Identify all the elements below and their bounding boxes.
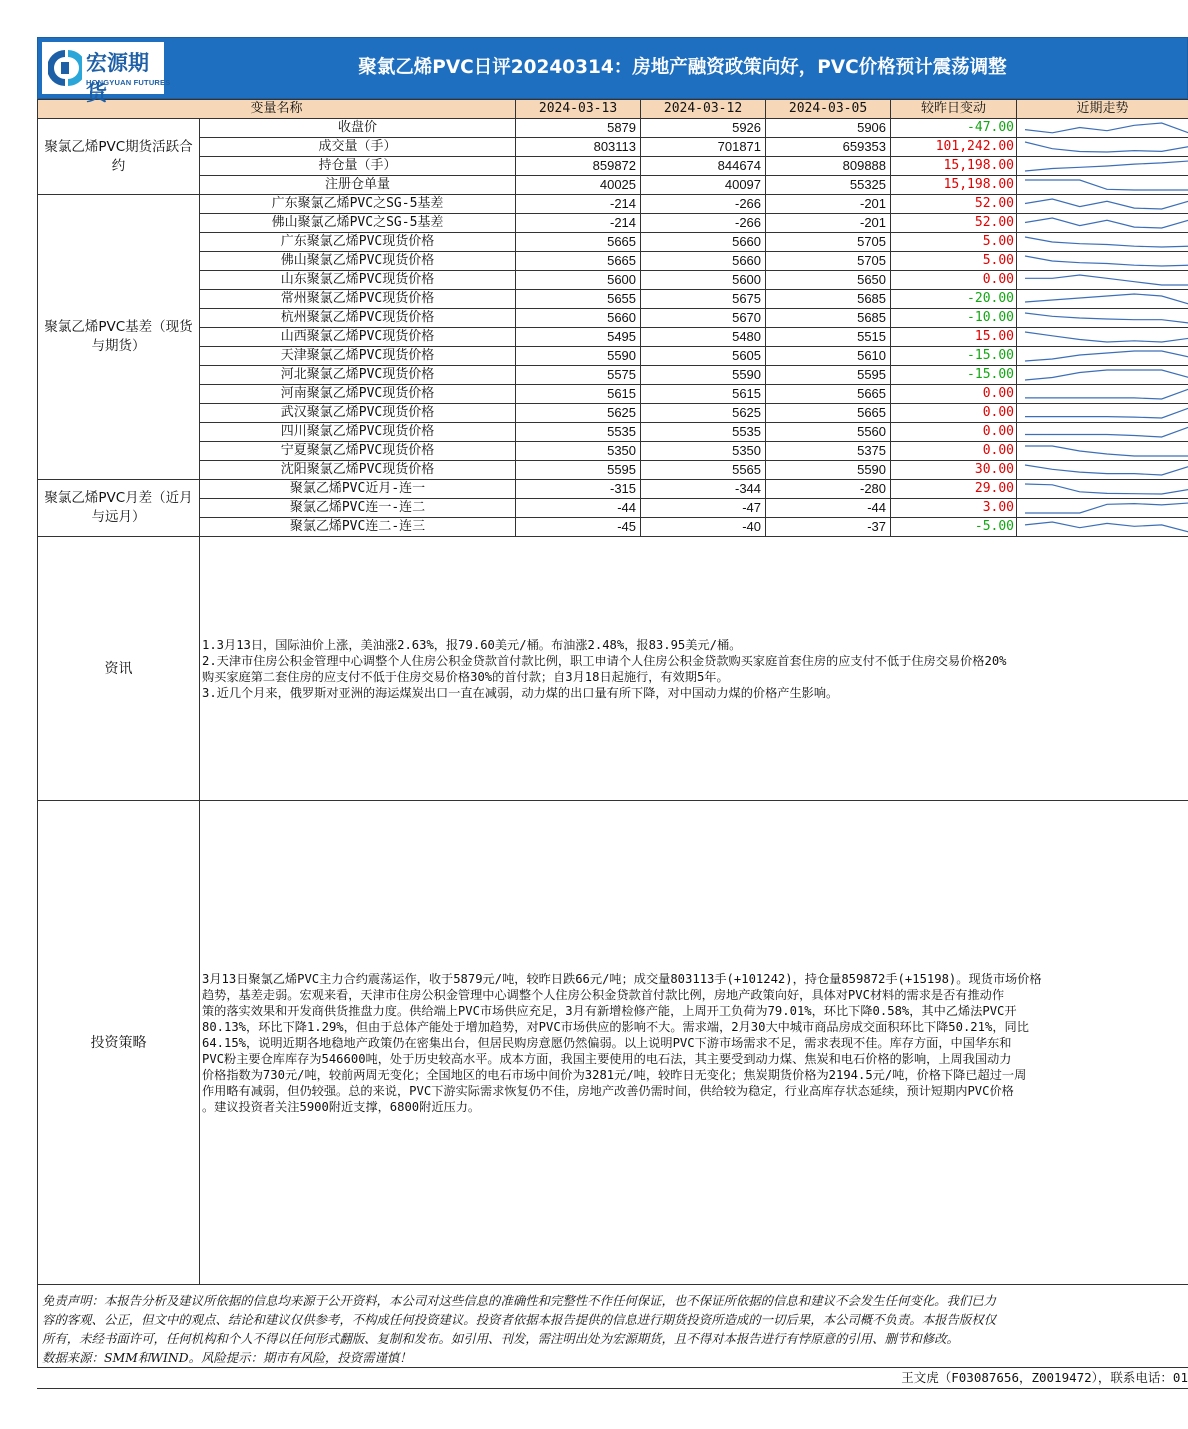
value-date-3: 5685	[766, 309, 891, 328]
trend-sparkline	[1017, 404, 1188, 422]
trend-sparkline	[1017, 518, 1188, 536]
trend-sparkline-cell	[1017, 252, 1188, 271]
variable-name: 聚氯乙烯PVC连二-连三	[200, 518, 516, 537]
strategy-content	[200, 801, 1188, 1285]
value-date-1: -315	[516, 480, 641, 499]
company-logo	[42, 42, 171, 105]
daily-change: 101,242.00	[891, 138, 1017, 157]
trend-line	[1025, 351, 1188, 361]
value-date-1: 5879	[516, 119, 641, 138]
value-date-1: -214	[516, 195, 641, 214]
daily-change: 0.00	[891, 385, 1017, 404]
trend-line	[1025, 218, 1188, 228]
variable-name: 聚氯乙烯PVC连一-连二	[200, 499, 516, 518]
value-date-2: 5660	[641, 252, 766, 271]
strategy-line: 价格指数为730元/吨，较前两周无变化；全国地区的电石市场中间价为3281元/吨，较昨日无变化；焦炭期货价格为2194.5元/吨，价格下降已超过一周	[202, 1067, 1027, 1082]
variable-name: 收盘价	[200, 119, 516, 138]
strategy-label: 投资策略	[38, 801, 200, 1285]
strategy-line: 。建议投资者关注5900附近支撑，6800附近压力。	[202, 1099, 481, 1114]
daily-change: 0.00	[891, 442, 1017, 461]
daily-change: -5.00	[891, 518, 1017, 537]
daily-change: -47.00	[891, 119, 1017, 138]
value-date-1: 40025	[516, 176, 641, 195]
trend-sparkline-cell	[1017, 461, 1188, 480]
table-row	[38, 252, 1188, 271]
trend-sparkline	[1017, 176, 1188, 194]
trend-sparkline	[1017, 252, 1188, 270]
value-date-1: -44	[516, 499, 641, 518]
daily-change: 29.00	[891, 480, 1017, 499]
daily-change: -15.00	[891, 366, 1017, 385]
table-row	[38, 499, 1188, 518]
trend-sparkline-cell	[1017, 423, 1188, 442]
daily-change: -15.00	[891, 347, 1017, 366]
value-date-3: 659353	[766, 138, 891, 157]
value-date-3: 5560	[766, 423, 891, 442]
disclaimer-line: 免责声明：本报告分析及建议所依据的信息均来源于公开资料，本公司对这些信息的准确性和完整性不作任何保证，也不保证所依据的信息和建议不会发生任何变化。我们已力	[42, 1293, 997, 1308]
table-header-row	[38, 100, 1188, 119]
variable-name: 佛山聚氯乙烯PVC现货价格	[200, 252, 516, 271]
trend-sparkline-cell	[1017, 366, 1188, 385]
table-row	[38, 138, 1188, 157]
trend-sparkline	[1017, 271, 1188, 289]
daily-change: 0.00	[891, 404, 1017, 423]
trend-sparkline-cell	[1017, 518, 1188, 537]
trend-line	[1025, 237, 1188, 247]
trend-sparkline	[1017, 328, 1188, 346]
table-row	[38, 461, 1188, 480]
trend-line	[1025, 408, 1188, 418]
value-date-2: 5615	[641, 385, 766, 404]
variable-name: 持仓量（手）	[200, 157, 516, 176]
strategy-line: 3月13日聚氯乙烯PVC主力合约震荡运作，收于5879元/吨，较昨日跌66元/吨；成交量803113手(+101242)，持仓量859872手(+15198)。现货市场价格	[202, 971, 1042, 986]
news-label: 资讯	[38, 537, 200, 801]
trend-sparkline-cell	[1017, 214, 1188, 233]
disclaimer	[37, 1285, 1188, 1367]
value-date-2: 701871	[641, 138, 766, 157]
value-date-3: 5610	[766, 347, 891, 366]
report-sheet	[37, 37, 1188, 1389]
trend-sparkline-cell	[1017, 328, 1188, 347]
table-row	[38, 119, 1188, 138]
trend-sparkline	[1017, 480, 1188, 498]
variable-name: 注册仓单量	[200, 176, 516, 195]
value-date-3: 5375	[766, 442, 891, 461]
news-line: 1.3月13日，国际油价上涨，美油涨2.63%，报79.60美元/桶。布油涨2.48%，报83.95美元/桶。	[202, 637, 742, 652]
disclaimer-line: 所有，未经书面许可，任何机构和个人不得以任何形式翻版、复制和发布。如引用、刊发，需注明出处为宏源期货，且不得对本报告进行有悖原意的引用、删节和修改。	[42, 1331, 959, 1346]
variable-name: 山西聚氯乙烯PVC现货价格	[200, 328, 516, 347]
trend-line	[1025, 142, 1188, 152]
daily-change: -10.00	[891, 309, 1017, 328]
value-date-3: 5665	[766, 404, 891, 423]
variable-name: 河南聚氯乙烯PVC现货价格	[200, 385, 516, 404]
trend-line	[1025, 446, 1188, 456]
table-row	[38, 157, 1188, 176]
trend-line	[1025, 427, 1188, 437]
daily-change: 30.00	[891, 461, 1017, 480]
table-body	[38, 119, 1188, 537]
trend-sparkline	[1017, 119, 1188, 137]
table-row	[38, 366, 1188, 385]
value-date-1: -214	[516, 214, 641, 233]
table-row	[38, 480, 1188, 499]
value-date-2: 5350	[641, 442, 766, 461]
value-date-2: 5535	[641, 423, 766, 442]
table-row	[38, 271, 1188, 290]
trend-sparkline	[1017, 347, 1188, 365]
logo-mark-icon	[48, 48, 82, 88]
trend-sparkline-cell	[1017, 290, 1188, 309]
table-row	[38, 404, 1188, 423]
trend-sparkline-cell	[1017, 119, 1188, 138]
trend-sparkline-cell	[1017, 271, 1188, 290]
header-banner	[37, 37, 1188, 105]
data-table	[37, 99, 1188, 1285]
trend-line	[1025, 199, 1188, 209]
table-row	[38, 442, 1188, 461]
value-date-3: 5705	[766, 252, 891, 271]
value-date-3: -201	[766, 214, 891, 233]
daily-change: 15,198.00	[891, 157, 1017, 176]
value-date-1: 5495	[516, 328, 641, 347]
table-row	[38, 290, 1188, 309]
daily-change: 5.00	[891, 252, 1017, 271]
variable-name: 沈阳聚氯乙烯PVC现货价格	[200, 461, 516, 480]
news-row	[38, 537, 1188, 801]
table-row	[38, 347, 1188, 366]
value-date-1: 5600	[516, 271, 641, 290]
strategy-row	[38, 801, 1188, 1285]
trend-line	[1025, 484, 1188, 494]
header-date-2: 2024-03-12	[641, 100, 766, 119]
trend-line	[1025, 161, 1188, 171]
strategy-line: PVC粉主要仓库库存为546600吨，处于历史较高水平。成本方面，我国主要使用的电石法，其主要受到动力煤、焦炭和电石价格的影响，上周我国动力	[202, 1051, 1012, 1066]
variable-name: 杭州聚氯乙烯PVC现货价格	[200, 309, 516, 328]
trend-sparkline	[1017, 423, 1188, 441]
value-date-3: 5906	[766, 119, 891, 138]
trend-sparkline	[1017, 290, 1188, 308]
header-variable-name: 变量名称	[38, 100, 516, 119]
value-date-3: 809888	[766, 157, 891, 176]
daily-change: 15,198.00	[891, 176, 1017, 195]
variable-name: 河北聚氯乙烯PVC现货价格	[200, 366, 516, 385]
variable-name: 聚氯乙烯PVC近月-连一	[200, 480, 516, 499]
trend-sparkline-cell	[1017, 176, 1188, 195]
trend-line	[1025, 465, 1188, 475]
daily-change: 52.00	[891, 195, 1017, 214]
trend-sparkline	[1017, 157, 1188, 175]
news-line: 3.近几个月来，俄罗斯对亚洲的海运煤炭出口一直在减弱，动力煤的出口量有所下降，对中国动力煤的价格产生影响。	[202, 685, 839, 700]
trend-line	[1025, 123, 1188, 133]
variable-name: 广东聚氯乙烯PVC现货价格	[200, 233, 516, 252]
strategy-line: 80.13%，环比下降1.29%，但由于总体产能处于增加趋势，对PVC市场供应的影响不大。需求端，2月30大中城市商品房成交面积环比下降50.21%，同比	[202, 1019, 1029, 1034]
table-row	[38, 176, 1188, 195]
value-date-3: 5515	[766, 328, 891, 347]
trend-sparkline-cell	[1017, 157, 1188, 176]
daily-change: 3.00	[891, 499, 1017, 518]
value-date-1: 5665	[516, 252, 641, 271]
variable-name: 武汉聚氯乙烯PVC现货价格	[200, 404, 516, 423]
value-date-2: 5926	[641, 119, 766, 138]
trend-sparkline-cell	[1017, 404, 1188, 423]
value-date-3: 5590	[766, 461, 891, 480]
daily-change: 0.00	[891, 271, 1017, 290]
footer	[37, 1367, 1188, 1389]
value-date-3: -44	[766, 499, 891, 518]
value-date-1: 5655	[516, 290, 641, 309]
value-date-1: 5535	[516, 423, 641, 442]
value-date-1: 859872	[516, 157, 641, 176]
value-date-1: 5575	[516, 366, 641, 385]
trend-sparkline	[1017, 366, 1188, 384]
disclaimer-line: 容的客观、公正，但文中的观点、结论和建议仅供参考，不构成任何投资建议。投资者依据本报告提供的信息进行期货投资所造成的一切后果，本公司概不负责。本报告版权仅	[42, 1312, 997, 1327]
strategy-line: 作用略有减弱，但仍较强。总的来说，PVC下游实际需求恢复仍不佳，房地产改善仍需时间，供给较为稳定，行业高库存状态延续，预计短期内PVC价格	[202, 1083, 1014, 1098]
analyst-contact: 王文虎（F03087656，Z0019472），联系电话：01	[901, 1370, 1188, 1385]
report-title: 聚氯乙烯PVC日评20240314：房地产融资政策向好，PVC价格预计震荡调整	[358, 57, 1007, 78]
table-row	[38, 195, 1188, 214]
value-date-2: 40097	[641, 176, 766, 195]
value-date-3: 5665	[766, 385, 891, 404]
trend-sparkline	[1017, 309, 1188, 327]
value-date-1: -45	[516, 518, 641, 537]
value-date-2: 5660	[641, 233, 766, 252]
variable-name: 广东聚氯乙烯PVC之SG-5基差	[200, 195, 516, 214]
value-date-2: 5670	[641, 309, 766, 328]
table-row	[38, 328, 1188, 347]
trend-line	[1025, 389, 1188, 399]
value-date-3: -37	[766, 518, 891, 537]
value-date-3: -201	[766, 195, 891, 214]
trend-sparkline	[1017, 214, 1188, 232]
trend-line	[1025, 370, 1188, 380]
category-label: 聚氯乙烯PVC月差（近月与远月）	[38, 480, 200, 537]
strategy-line: 趋势，基差走弱。宏观来看，天津市住房公积金管理中心调整个人住房公积金贷款首付款比例，房地产政策向好，具体对PVC材料的需求是否有推动作	[202, 987, 1005, 1002]
trend-line	[1025, 503, 1188, 513]
value-date-1: 5595	[516, 461, 641, 480]
trend-sparkline-cell	[1017, 309, 1188, 328]
value-date-2: 5675	[641, 290, 766, 309]
value-date-3: -280	[766, 480, 891, 499]
value-date-3: 5650	[766, 271, 891, 290]
table-row	[38, 423, 1188, 442]
trend-sparkline	[1017, 385, 1188, 403]
trend-line	[1025, 522, 1188, 532]
value-date-3: 5705	[766, 233, 891, 252]
value-date-2: 5480	[641, 328, 766, 347]
daily-change: 5.00	[891, 233, 1017, 252]
value-date-2: 5590	[641, 366, 766, 385]
trend-sparkline	[1017, 195, 1188, 213]
logo-chinese-name: 宏源期货	[86, 51, 149, 105]
trend-line	[1025, 256, 1188, 266]
trend-sparkline-cell	[1017, 233, 1188, 252]
header-date-1: 2024-03-13	[516, 100, 641, 119]
category-label: 聚氯乙烯PVC基差（现货与期货）	[38, 195, 200, 480]
value-date-2: 5565	[641, 461, 766, 480]
disclaimer-line: 数据来源：SMM和WIND。风险提示：期市有风险，投资需谨慎！	[42, 1350, 412, 1365]
trend-sparkline-cell	[1017, 499, 1188, 518]
strategy-line: 64.15%，说明近期各地稳地产政策仍在密集出台，但居民购房意愿仍然偏弱。以上说明PVC下游市场需求不足，需求表现不佳。库存方面，中国华东和	[202, 1035, 1012, 1050]
daily-change: 15.00	[891, 328, 1017, 347]
variable-name: 佛山聚氯乙烯PVC之SG-5基差	[200, 214, 516, 233]
variable-name: 四川聚氯乙烯PVC现货价格	[200, 423, 516, 442]
trend-sparkline-cell	[1017, 385, 1188, 404]
value-date-2: 5605	[641, 347, 766, 366]
table-row	[38, 214, 1188, 233]
trend-line	[1025, 332, 1188, 342]
variable-name: 天津聚氯乙烯PVC现货价格	[200, 347, 516, 366]
value-date-2: -40	[641, 518, 766, 537]
daily-change: -20.00	[891, 290, 1017, 309]
value-date-2: -47	[641, 499, 766, 518]
value-date-3: 5685	[766, 290, 891, 309]
value-date-1: 5625	[516, 404, 641, 423]
daily-change: 52.00	[891, 214, 1017, 233]
value-date-1: 5660	[516, 309, 641, 328]
trend-line	[1025, 313, 1188, 323]
trend-sparkline-cell	[1017, 442, 1188, 461]
trend-sparkline	[1017, 138, 1188, 156]
table-row	[38, 233, 1188, 252]
strategy-line: 策的落实效果和开发商供货推盘力度。供给端上PVC市场供应充足，3月有新增检修产能，上周开工负荷为79.01%，环比下降0.58%，其中乙烯法PVC开	[202, 1003, 1017, 1018]
value-date-2: -266	[641, 195, 766, 214]
value-date-2: 5625	[641, 404, 766, 423]
header-change: 较昨日变动	[891, 100, 1017, 119]
value-date-2: -344	[641, 480, 766, 499]
trend-sparkline-cell	[1017, 138, 1188, 157]
table-row	[38, 309, 1188, 328]
variable-name: 宁夏聚氯乙烯PVC现货价格	[200, 442, 516, 461]
value-date-2: -266	[641, 214, 766, 233]
table-row	[38, 518, 1188, 537]
value-date-1: 5350	[516, 442, 641, 461]
category-label: 聚氯乙烯PVC期货活跃合约	[38, 119, 200, 195]
news-line: 2.天津市住房公积金管理中心调整个人住房公积金贷款首付款比例，职工申请个人住房公积金贷款购买家庭首套住房的应支付不低于住房交易价格20%	[202, 653, 1007, 668]
trend-line	[1025, 275, 1188, 285]
daily-change: 0.00	[891, 423, 1017, 442]
value-date-3: 55325	[766, 176, 891, 195]
variable-name: 常州聚氯乙烯PVC现货价格	[200, 290, 516, 309]
trend-line	[1025, 180, 1188, 190]
trend-sparkline	[1017, 461, 1188, 479]
value-date-1: 803113	[516, 138, 641, 157]
trend-sparkline-cell	[1017, 195, 1188, 214]
trend-sparkline	[1017, 442, 1188, 460]
variable-name: 山东聚氯乙烯PVC现货价格	[200, 271, 516, 290]
news-content	[200, 537, 1188, 801]
trend-sparkline	[1017, 499, 1188, 517]
value-date-2: 844674	[641, 157, 766, 176]
value-date-3: 5595	[766, 366, 891, 385]
trend-sparkline-cell	[1017, 480, 1188, 499]
table-row	[38, 385, 1188, 404]
trend-line	[1025, 294, 1188, 304]
trend-sparkline	[1017, 233, 1188, 251]
value-date-1: 5615	[516, 385, 641, 404]
trend-sparkline-cell	[1017, 347, 1188, 366]
variable-name: 成交量（手）	[200, 138, 516, 157]
value-date-1: 5590	[516, 347, 641, 366]
header-date-3: 2024-03-05	[766, 100, 891, 119]
header-trend: 近期走势	[1017, 100, 1188, 119]
news-line: 购买家庭第二套住房的应支付不低于住房交易价格30%的首付款；自3月18日起施行，有效期5年。	[202, 669, 729, 684]
value-date-2: 5600	[641, 271, 766, 290]
value-date-1: 5665	[516, 233, 641, 252]
logo-english-name: HONGYUAN FUTURES	[86, 78, 171, 87]
